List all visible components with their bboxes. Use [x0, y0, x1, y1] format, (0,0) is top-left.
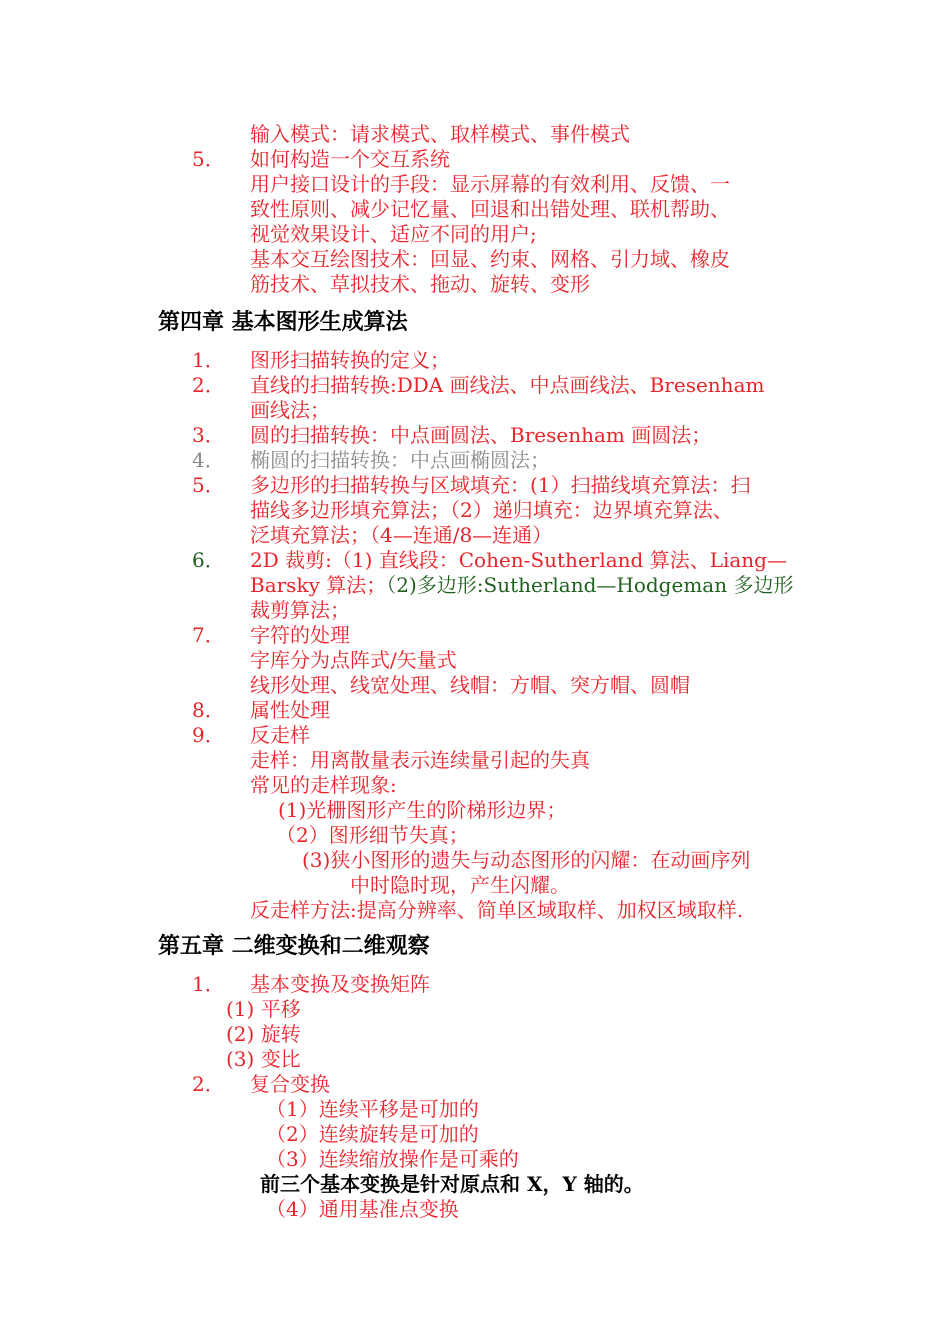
text-line: 基本交互绘图技术：回显、约束、网格、引力域、橡皮	[250, 247, 730, 271]
text-line: 泛填充算法；（4—连通/8—连通）	[250, 523, 553, 547]
item-text: 圆的扫描转换：中点画圆法、Bresenham 画圆法；	[250, 423, 712, 447]
item-text: 图形扫描转换的定义；	[250, 348, 450, 372]
text-line: 裁剪算法；	[250, 598, 350, 622]
text-line: 常见的走样现象:	[250, 773, 397, 797]
sub-item: （2）图形细节失真；	[276, 823, 469, 847]
item-number: 5．	[192, 473, 225, 497]
item-text: 字符的处理	[250, 623, 350, 647]
item-number: 5．	[192, 147, 225, 171]
item-text: 多边形的扫描转换与区域填充：(1）扫描线填充算法：扫	[250, 473, 751, 497]
item-text: 属性处理	[250, 698, 330, 722]
text-line: 用户接口设计的手段：显示屏幕的有效利用、反馈、一	[250, 172, 730, 196]
text-line: 筋技术、草拟技术、拖动、旋转、变形	[250, 272, 590, 296]
item-number: 3．	[192, 423, 225, 447]
item-text: 椭圆的扫描转换：中点画椭圆法；	[250, 448, 550, 472]
text-line: 描线多边形填充算法；（2）递归填充：边界填充算法、	[250, 498, 733, 522]
sub-item: (3) 变比	[226, 1047, 301, 1071]
item-number: 2．	[192, 1072, 225, 1096]
chapter-4-heading: 第四章 基本图形生成算法	[158, 309, 408, 335]
item-text: 直线的扫描转换:DDA 画线法、中点画线法、Bresenham	[250, 373, 765, 397]
item-text: 反走样	[250, 723, 310, 747]
note-line: 前三个基本变换是针对原点和 X，Y 轴的。	[260, 1172, 644, 1196]
text-line: 反走样方法:提高分辨率、简单区域取样、加权区域取样.	[250, 898, 744, 922]
item-number: 1．	[192, 348, 225, 372]
sub-item: （3）连续缩放操作是可乘的	[266, 1147, 519, 1171]
sub-item: (2) 旋转	[226, 1022, 301, 1046]
item-text: 如何构造一个交互系统	[250, 147, 450, 171]
item-number: 9．	[192, 723, 225, 747]
sub-item-continuation: 中时隐时现，产生闪耀。	[350, 873, 570, 897]
text-line: 字库分为点阵式/矢量式	[250, 648, 457, 672]
item-text: 复合变换	[250, 1072, 330, 1096]
sub-item: （4）通用基准点变换	[266, 1197, 459, 1221]
item-text: 基本变换及变换矩阵	[250, 972, 430, 996]
item-number: 7．	[192, 623, 225, 647]
sub-item: (3)狭小图形的遗失与动态图形的闪耀：在动画序列	[302, 848, 751, 872]
sub-item: (1) 平移	[226, 997, 301, 1021]
sub-item: (1)光栅图形产生的阶梯形边界；	[278, 798, 567, 822]
text-segment: （2)多边形:Sutherland—Hodgeman 多边形	[386, 573, 794, 597]
sub-item: （2）连续旋转是可加的	[266, 1122, 479, 1146]
item-number: 4．	[192, 448, 225, 472]
chapter-5-heading: 第五章 二维变换和二维观察	[158, 933, 430, 959]
text-line: 走样：用离散量表示连续量引起的失真	[250, 748, 590, 772]
text-line: 线形处理、线宽处理、线帽：方帽、突方帽、圆帽	[250, 673, 690, 697]
item-number: 8．	[192, 698, 225, 722]
item-number: 2．	[192, 373, 225, 397]
text-line	[250, 573, 793, 598]
input-modes-line: 输入模式：请求模式、取样模式、事件模式	[250, 122, 630, 146]
sub-item: （1）连续平移是可加的	[266, 1097, 479, 1121]
item-number: 1．	[192, 972, 225, 996]
text-line: 致性原则、减少记忆量、回退和出错处理、联机帮助、	[250, 197, 730, 221]
item-number: 6．	[192, 548, 225, 572]
text-line: 视觉效果设计、适应不同的用户;	[250, 222, 537, 246]
text-line: 画线法；	[250, 398, 330, 422]
text-segment: Barsky 算法；	[250, 573, 387, 597]
item-text: 2D 裁剪:（1) 直线段：Cohen-Sutherland 算法、Liang—	[250, 548, 787, 572]
